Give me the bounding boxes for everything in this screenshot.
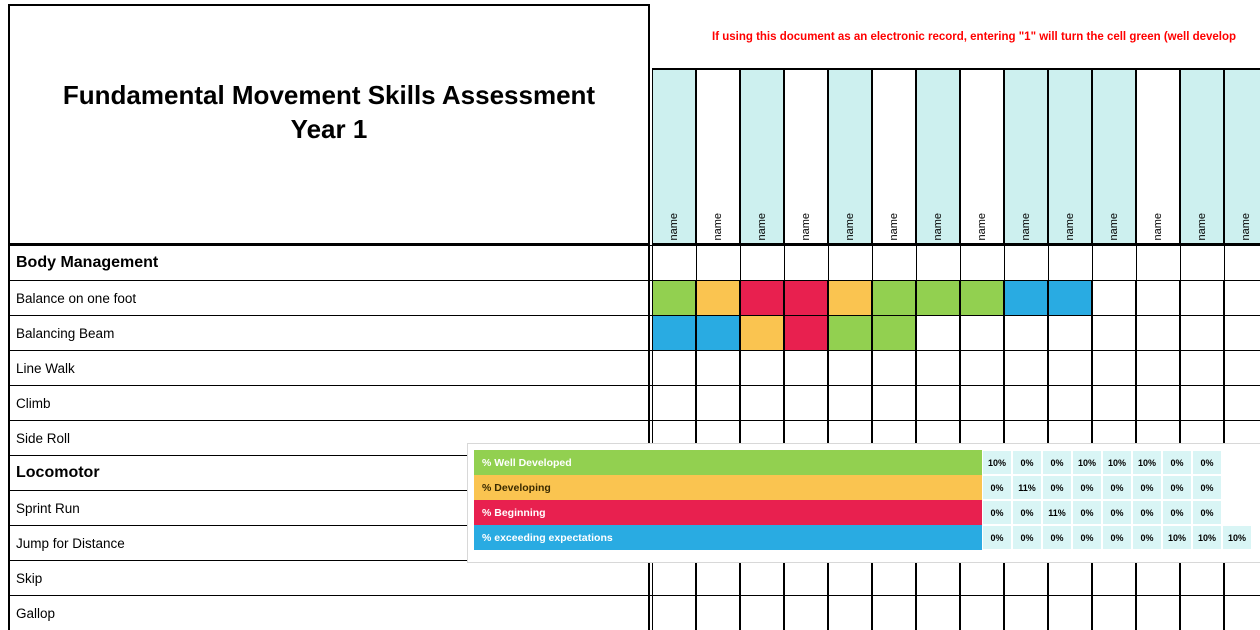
column-divider [740, 246, 741, 280]
student-name-column-header[interactable] [916, 70, 960, 243]
legend-label: % Beginning [474, 500, 982, 525]
score-cell[interactable] [872, 596, 916, 630]
score-cell[interactable] [916, 386, 960, 420]
column-divider [1136, 246, 1137, 280]
score-cell[interactable] [652, 561, 696, 595]
legend-percentage-cell: 10% [1222, 525, 1252, 550]
assessment-title-block [8, 4, 650, 245]
score-cell[interactable] [960, 386, 1004, 420]
score-cell[interactable] [696, 316, 740, 350]
column-divider [1048, 246, 1049, 280]
legend-percentage-cell: 0% [1132, 475, 1162, 500]
score-cell[interactable] [1180, 351, 1224, 385]
student-name-column-header[interactable] [652, 70, 696, 243]
score-cell[interactable] [1048, 351, 1092, 385]
score-cells [652, 246, 1260, 280]
column-divider [1224, 246, 1225, 280]
score-cell[interactable] [1048, 316, 1092, 350]
legend-percentage-cell: 0% [1132, 500, 1162, 525]
table-row [8, 560, 1260, 595]
score-cell[interactable] [960, 561, 1004, 595]
student-name-label: name [712, 213, 724, 241]
score-cell[interactable] [960, 596, 1004, 630]
legend-label: % Well Developed [474, 450, 982, 475]
score-cell[interactable] [828, 351, 872, 385]
score-cell[interactable] [916, 561, 960, 595]
skill-label: Side Roll [8, 421, 650, 455]
legend-label: % exceeding expectations [474, 525, 982, 550]
score-cell[interactable] [1224, 316, 1260, 350]
legend-values [982, 525, 1254, 550]
score-cell[interactable] [916, 351, 960, 385]
score-cell[interactable] [960, 281, 1004, 315]
column-divider [696, 246, 697, 280]
score-cell[interactable] [872, 561, 916, 595]
legend-percentage-cell: 10% [982, 450, 1012, 475]
score-cells [652, 351, 1260, 385]
skill-label: Balancing Beam [8, 316, 650, 350]
score-cell[interactable] [1004, 281, 1048, 315]
legend-percentage-cell: 0% [1042, 450, 1072, 475]
score-cell[interactable] [740, 316, 784, 350]
table-row [8, 280, 1260, 315]
legend-percentage-cell: 10% [1132, 450, 1162, 475]
legend-percentage-cell: 0% [1072, 475, 1102, 500]
score-cell[interactable] [652, 386, 696, 420]
skill-label: Balance on one foot [8, 281, 650, 315]
student-name-label: name [976, 213, 988, 241]
score-cell[interactable] [960, 316, 1004, 350]
student-name-column-header[interactable] [960, 70, 1004, 243]
legend-values [982, 475, 1254, 500]
student-name-column-header[interactable] [828, 70, 872, 243]
legend-percentage-cell: 0% [1042, 525, 1072, 550]
legend-percentage-cell: 10% [1192, 525, 1222, 550]
student-name-label: name [1152, 213, 1164, 241]
score-cell[interactable] [828, 596, 872, 630]
score-cell[interactable] [652, 281, 696, 315]
student-name-column-header[interactable] [872, 70, 916, 243]
score-cells [652, 561, 1260, 595]
score-cell[interactable] [1224, 561, 1260, 595]
score-cell[interactable] [916, 316, 960, 350]
column-divider [916, 246, 917, 280]
page-title [10, 78, 648, 147]
page-title-line2: Year 1 [290, 114, 368, 145]
legend-row [474, 500, 1254, 525]
score-cell[interactable] [1136, 281, 1180, 315]
legend-percentage-cell: 0% [1072, 525, 1102, 550]
legend-values [982, 500, 1254, 525]
legend-percentage-cell: 0% [1102, 500, 1132, 525]
column-divider [652, 246, 653, 280]
student-name-label: name [756, 213, 768, 241]
legend-percentage-cell: 0% [1042, 475, 1072, 500]
legend-percentage-cell: 10% [1072, 450, 1102, 475]
score-cell[interactable] [740, 596, 784, 630]
student-name-label: name [1196, 213, 1208, 241]
student-name-label: name [1064, 213, 1076, 241]
table-row [8, 315, 1260, 350]
score-cell[interactable] [1136, 316, 1180, 350]
score-cell[interactable] [1048, 281, 1092, 315]
legend-percentage-cell: 0% [982, 475, 1012, 500]
score-cell[interactable] [1092, 281, 1136, 315]
score-cells [652, 386, 1260, 420]
student-name-column-header[interactable] [1004, 70, 1048, 243]
column-divider [828, 246, 829, 280]
student-name-column-header[interactable] [696, 70, 740, 243]
score-cell[interactable] [1004, 316, 1048, 350]
legend-values [982, 450, 1254, 475]
legend-percentage-cell: 0% [1012, 500, 1042, 525]
legend-percentage-cell: 0% [1192, 475, 1222, 500]
student-name-column-header[interactable] [740, 70, 784, 243]
score-cell[interactable] [652, 351, 696, 385]
legend-percentage-cell: 0% [1072, 500, 1102, 525]
student-name-label: name [844, 213, 856, 241]
section-header-row [8, 245, 1260, 280]
score-cell[interactable] [1224, 386, 1260, 420]
score-cell[interactable] [784, 351, 828, 385]
score-cell[interactable] [916, 596, 960, 630]
skill-label: Skip [8, 561, 650, 595]
score-cell[interactable] [1136, 386, 1180, 420]
score-cell[interactable] [828, 386, 872, 420]
student-name-label: name [800, 213, 812, 241]
score-cell[interactable] [1136, 561, 1180, 595]
score-cell[interactable] [740, 561, 784, 595]
score-cell[interactable] [1180, 281, 1224, 315]
score-cell[interactable] [1180, 596, 1224, 630]
score-cell[interactable] [1004, 596, 1048, 630]
student-name-column-header[interactable] [1092, 70, 1136, 243]
score-cell[interactable] [1180, 316, 1224, 350]
column-divider [1180, 246, 1181, 280]
percentage-key-panel [468, 444, 1260, 562]
skill-label: Climb [8, 386, 650, 420]
score-cell[interactable] [1136, 596, 1180, 630]
score-cell[interactable] [696, 561, 740, 595]
score-cell[interactable] [1180, 386, 1224, 420]
score-cells [652, 281, 1260, 315]
student-name-label: name [668, 213, 680, 241]
score-cell[interactable] [1004, 386, 1048, 420]
legend-row [474, 450, 1254, 475]
score-cell[interactable] [828, 316, 872, 350]
column-divider [872, 246, 873, 280]
electronic-record-notice: If using this document as an electronic record, entering "1" will turn the cell green (well develop [712, 31, 1237, 43]
score-cell[interactable] [784, 386, 828, 420]
legend-percentage-cell: 0% [982, 525, 1012, 550]
score-cell[interactable] [1092, 316, 1136, 350]
student-name-column-header[interactable] [1224, 70, 1260, 243]
column-divider [784, 246, 785, 280]
score-cell[interactable] [872, 281, 916, 315]
section-label: Locomotor [8, 456, 650, 490]
score-cell[interactable] [784, 596, 828, 630]
student-name-label: name [1240, 213, 1252, 241]
skill-label: Gallop [8, 596, 650, 630]
legend-percentage-cell: 0% [1102, 475, 1132, 500]
score-cell[interactable] [696, 281, 740, 315]
score-cell[interactable] [784, 561, 828, 595]
column-divider [1092, 246, 1093, 280]
legend-row [474, 475, 1254, 500]
score-cell[interactable] [696, 386, 740, 420]
skill-label: Jump for Distance [8, 526, 650, 560]
score-cell[interactable] [872, 386, 916, 420]
score-cell[interactable] [1048, 386, 1092, 420]
student-name-column-header[interactable] [784, 70, 828, 243]
score-cell[interactable] [1092, 561, 1136, 595]
student-name-label: name [1108, 213, 1120, 241]
score-cell[interactable] [872, 316, 916, 350]
score-cell[interactable] [740, 281, 784, 315]
legend-percentage-cell: 0% [1162, 450, 1192, 475]
legend-percentage-cell: 11% [1042, 500, 1072, 525]
legend-percentage-cell: 10% [1102, 450, 1132, 475]
score-cell[interactable] [1048, 561, 1092, 595]
score-cell[interactable] [916, 281, 960, 315]
legend-percentage-cell: 0% [1162, 475, 1192, 500]
student-name-column-header[interactable] [1180, 70, 1224, 243]
score-cell[interactable] [1136, 351, 1180, 385]
legend-percentage-cell: 11% [1012, 475, 1042, 500]
legend-row [474, 525, 1254, 550]
student-name-column-header[interactable] [1048, 70, 1092, 243]
legend-percentage-cell: 0% [1162, 500, 1192, 525]
legend-percentage-cell: 0% [1192, 450, 1222, 475]
score-cell[interactable] [652, 596, 696, 630]
score-cell[interactable] [1224, 351, 1260, 385]
score-cells [652, 596, 1260, 630]
score-cell[interactable] [696, 351, 740, 385]
score-cell[interactable] [872, 351, 916, 385]
column-divider [960, 246, 961, 280]
legend-percentage-cell: 0% [1012, 525, 1042, 550]
score-cell[interactable] [1180, 561, 1224, 595]
score-cell[interactable] [784, 316, 828, 350]
score-cell[interactable] [1092, 596, 1136, 630]
column-divider [1004, 246, 1005, 280]
legend-percentage-cell: 0% [1012, 450, 1042, 475]
legend-percentage-cell: 10% [1162, 525, 1192, 550]
skill-label: Line Walk [8, 351, 650, 385]
table-row [8, 385, 1260, 420]
student-name-column-header[interactable] [1136, 70, 1180, 243]
student-name-label: name [932, 213, 944, 241]
score-cell[interactable] [740, 386, 784, 420]
score-cells [652, 316, 1260, 350]
score-cell[interactable] [1004, 561, 1048, 595]
table-row [8, 595, 1260, 630]
legend-percentage-cell: 0% [982, 500, 1012, 525]
legend-percentage-cell: 0% [1132, 525, 1162, 550]
score-cell[interactable] [828, 561, 872, 595]
score-cell[interactable] [1224, 596, 1260, 630]
section-label: Body Management [8, 246, 650, 280]
skill-label: Sprint Run [8, 491, 650, 525]
student-name-label: name [1020, 213, 1032, 241]
table-row [8, 350, 1260, 385]
score-cell[interactable] [1048, 596, 1092, 630]
score-cell[interactable] [1224, 281, 1260, 315]
student-name-header-row [652, 68, 1260, 245]
page-title-line1: Fundamental Movement Skills Assessment [62, 80, 596, 110]
legend-percentage-cell: 0% [1102, 525, 1132, 550]
score-cell[interactable] [652, 316, 696, 350]
score-cell[interactable] [960, 351, 1004, 385]
score-cell[interactable] [1004, 351, 1048, 385]
score-cell[interactable] [828, 281, 872, 315]
score-cell[interactable] [784, 281, 828, 315]
student-name-label: name [888, 213, 900, 241]
legend-percentage-cell: 0% [1192, 500, 1222, 525]
score-cell[interactable] [740, 351, 784, 385]
score-cell[interactable] [1092, 386, 1136, 420]
legend-label: % Developing [474, 475, 982, 500]
score-cell[interactable] [1092, 351, 1136, 385]
score-cell[interactable] [696, 596, 740, 630]
